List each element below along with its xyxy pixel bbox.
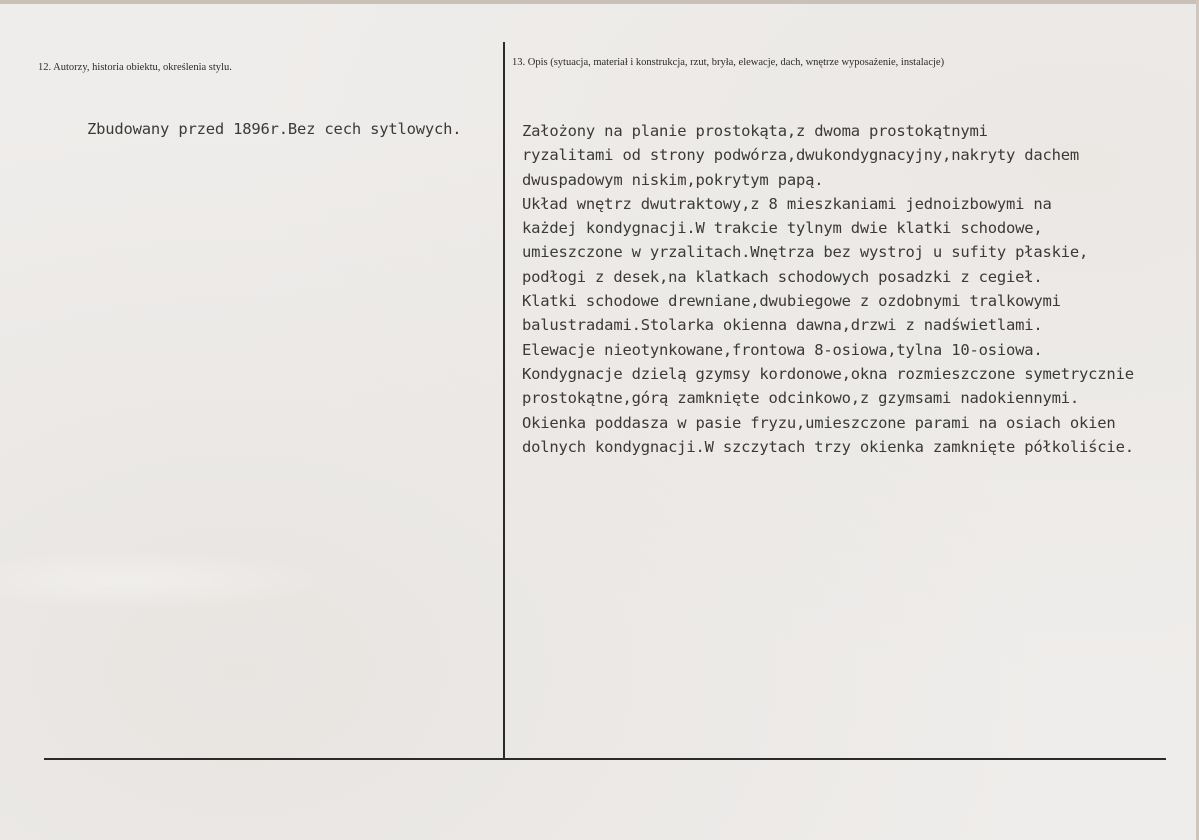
card-top-edge [0,0,1199,4]
description-line: Elewacje nieotynkowane,frontowa 8-osiowa,tylna 10-osiowa. [522,340,1043,359]
description-line: prostokątne,górą zamknięte odcinkowo,z gzymsami nadokiennymi. [522,389,1080,408]
description-line: ryzalitami od strony podwórza,dwukondygnacyjny,nakryty dachem [522,146,1080,165]
section-12-label: 12. Autorzy, historia obiektu, określenia stylu. [38,62,232,73]
description-line: Założony na planie prostokąta,z dwoma prostokątnymi [522,122,988,140]
description-line: balustradami.Stolarka okienna dawna,drzwi z nadświetlami. [522,316,1043,335]
section-12-text: Zbudowany przed 1896r.Bez cech sytlowych. [87,120,462,138]
description-line: dolnych kondygnacji.W szczytach trzy okienka zamknięte półkoliście. [522,437,1134,456]
section-13-label: 13. Opis (sytuacja, materiał i konstrukcja, rzut, bryła, elewacje, dach, wnętrze wyposażenie, instalacje) [512,57,945,68]
horizontal-divider [44,758,1166,760]
vertical-divider [503,42,505,760]
description-line: Klatki schodowe drewniane,dwubiegowe z ozdobnymi tralkowymi [522,292,1061,311]
description-line: każdej kondygnacji.W trakcie tylnym dwie klatki schodowe, [522,219,1043,238]
paper-crease [0,550,330,610]
description-line: dwuspadowym niskim,pokrytym papą. [522,170,824,189]
section-13-text [522,119,1134,459]
description-line: Okienka poddasza w pasie fryzu,umieszczone parami na osiach okien [522,413,1116,432]
description-line: Układ wnętrz dwutraktowy,z 8 mieszkaniami jednoizbowymi na [522,194,1052,213]
description-line: Kondygnacje dzielą gzymsy kordonowe,okna rozmieszczone symetrycznie [522,364,1134,383]
description-line: podłogi z desek,na klatkach schodowych posadzki z cegieł. [522,267,1043,286]
description-line: umieszczone w yrzalitach.Wnętrza bez wystroj u sufity płaskie, [522,243,1089,262]
